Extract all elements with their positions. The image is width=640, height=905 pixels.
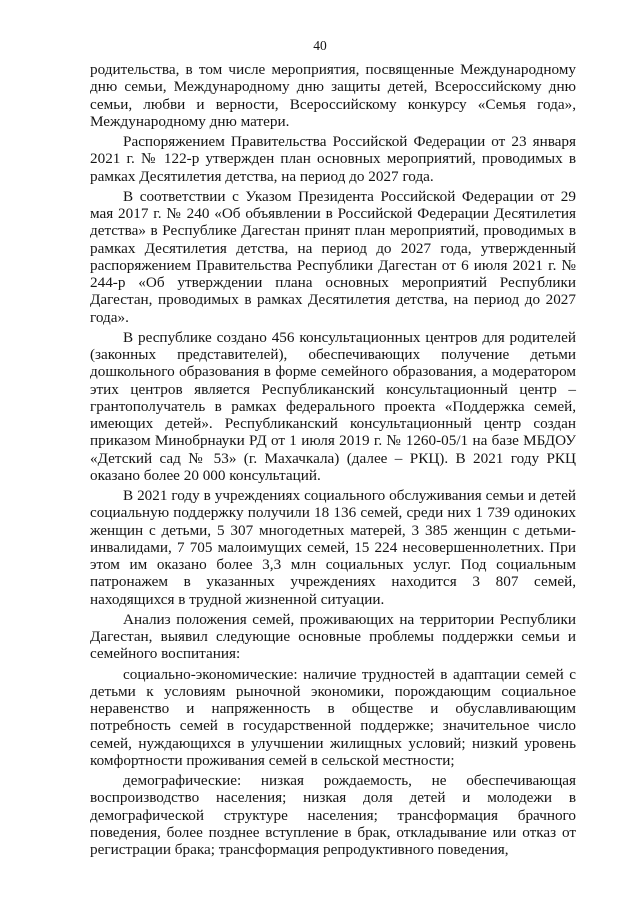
paragraph-social-support-2021: В 2021 году в учреждениях социального обслуживания семьи и детей социальную поддержку получили 18 136 семей, среди них 1 739 одиноких женщин с детьми, 5 307 многодетных матерей, 3 385 женщин с детьми-инвалидами, 7 705 малоимущих семей, 15 224 несовершеннолетних. При этом им оказано более 3,3 млн социальных услуг. Под социальным патронажем в указанных учреждениях находится 3 807 семей, находящихся в трудной жизненной ситуации.: [90, 487, 576, 608]
page-number: 40: [313, 38, 327, 53]
paragraph-consultation-centers: В республике создано 456 консультационных центров для родителей (законных представителей), обеспечивающих получение детьми дошкольного образования в форме семейного образования, а модератором этих центров является Республиканский консультационный центр – грантополучатель в рамках федерального проекта «Поддержка семей, имеющих детей». Республиканский консультационный центр создан приказом Минобрнауки РД от 1 июля 2019 г. № 1260-05/1 на базе МБДОУ «Детский сад № 53» (г. Махачкала) (далее – РКЦ). В 2021 году РКЦ оказано более 20 000 консультаций.: [90, 328, 576, 484]
paragraph-demographic: демографические: низкая рождаемость, не обеспечивающая воспроизводство населения; низкая доля детей и молодежи в демографической структуре населения; трансформация брачного поведения, более позднее вступление в брак, откладывание или отказ от регистрации брака; трансформация репродуктивного поведения,: [90, 772, 576, 858]
paragraph-presidential-decree: В соответствии с Указом Президента Российской Федерации от 29 мая 2017 г. № 240 «Об объявлении в Российской Федерации Десятилетия детства» в Республике Дагестан принят план мероприятий, проводимых в рамках Десятилетия детства, на период до 2027 года, утвержденный распоряжением Правительства Республики Дагестан от 6 июля 2021 г. № 244-р «Об утверждении плана основных мероприятий Республики Дагестан, проводимых в рамках Десятилетия детства, на период до 2027 года».: [90, 187, 576, 326]
paragraph-socio-economic: социально-экономические: наличие трудностей в адаптации семей с детьми к условиям рыночной экономики, порождающим социальное неравенство и напряженность в обществе и обуславливающим потребность семей в государственной поддержке; значительное число семей, нуждающихся в улучшении жилищных условий; низкий уровень комфортности проживания семей в сельской местности;: [90, 665, 576, 769]
document-body: [90, 61, 576, 861]
paragraph-analysis-intro: Анализ положения семей, проживающих на территории Республики Дагестан, выявил следующие основные проблемы поддержки семьи и семейного воспитания:: [90, 610, 576, 663]
paragraph-government-order: Распоряжением Правительства Российской Федерации от 23 января 2021 г. № 122-р утвержден план основных мероприятий, проводимых в рамках Десятилетия детства, на период до 2027 года.: [90, 133, 576, 185]
paragraph-continuation: родительства, в том числе мероприятия, посвященные Международному дню семьи, Международному дню защиты детей, Всероссийскому дню семьи, любви и верности, Всероссийскому конкурсу «Семья года», Международному дню матери.: [90, 61, 576, 130]
